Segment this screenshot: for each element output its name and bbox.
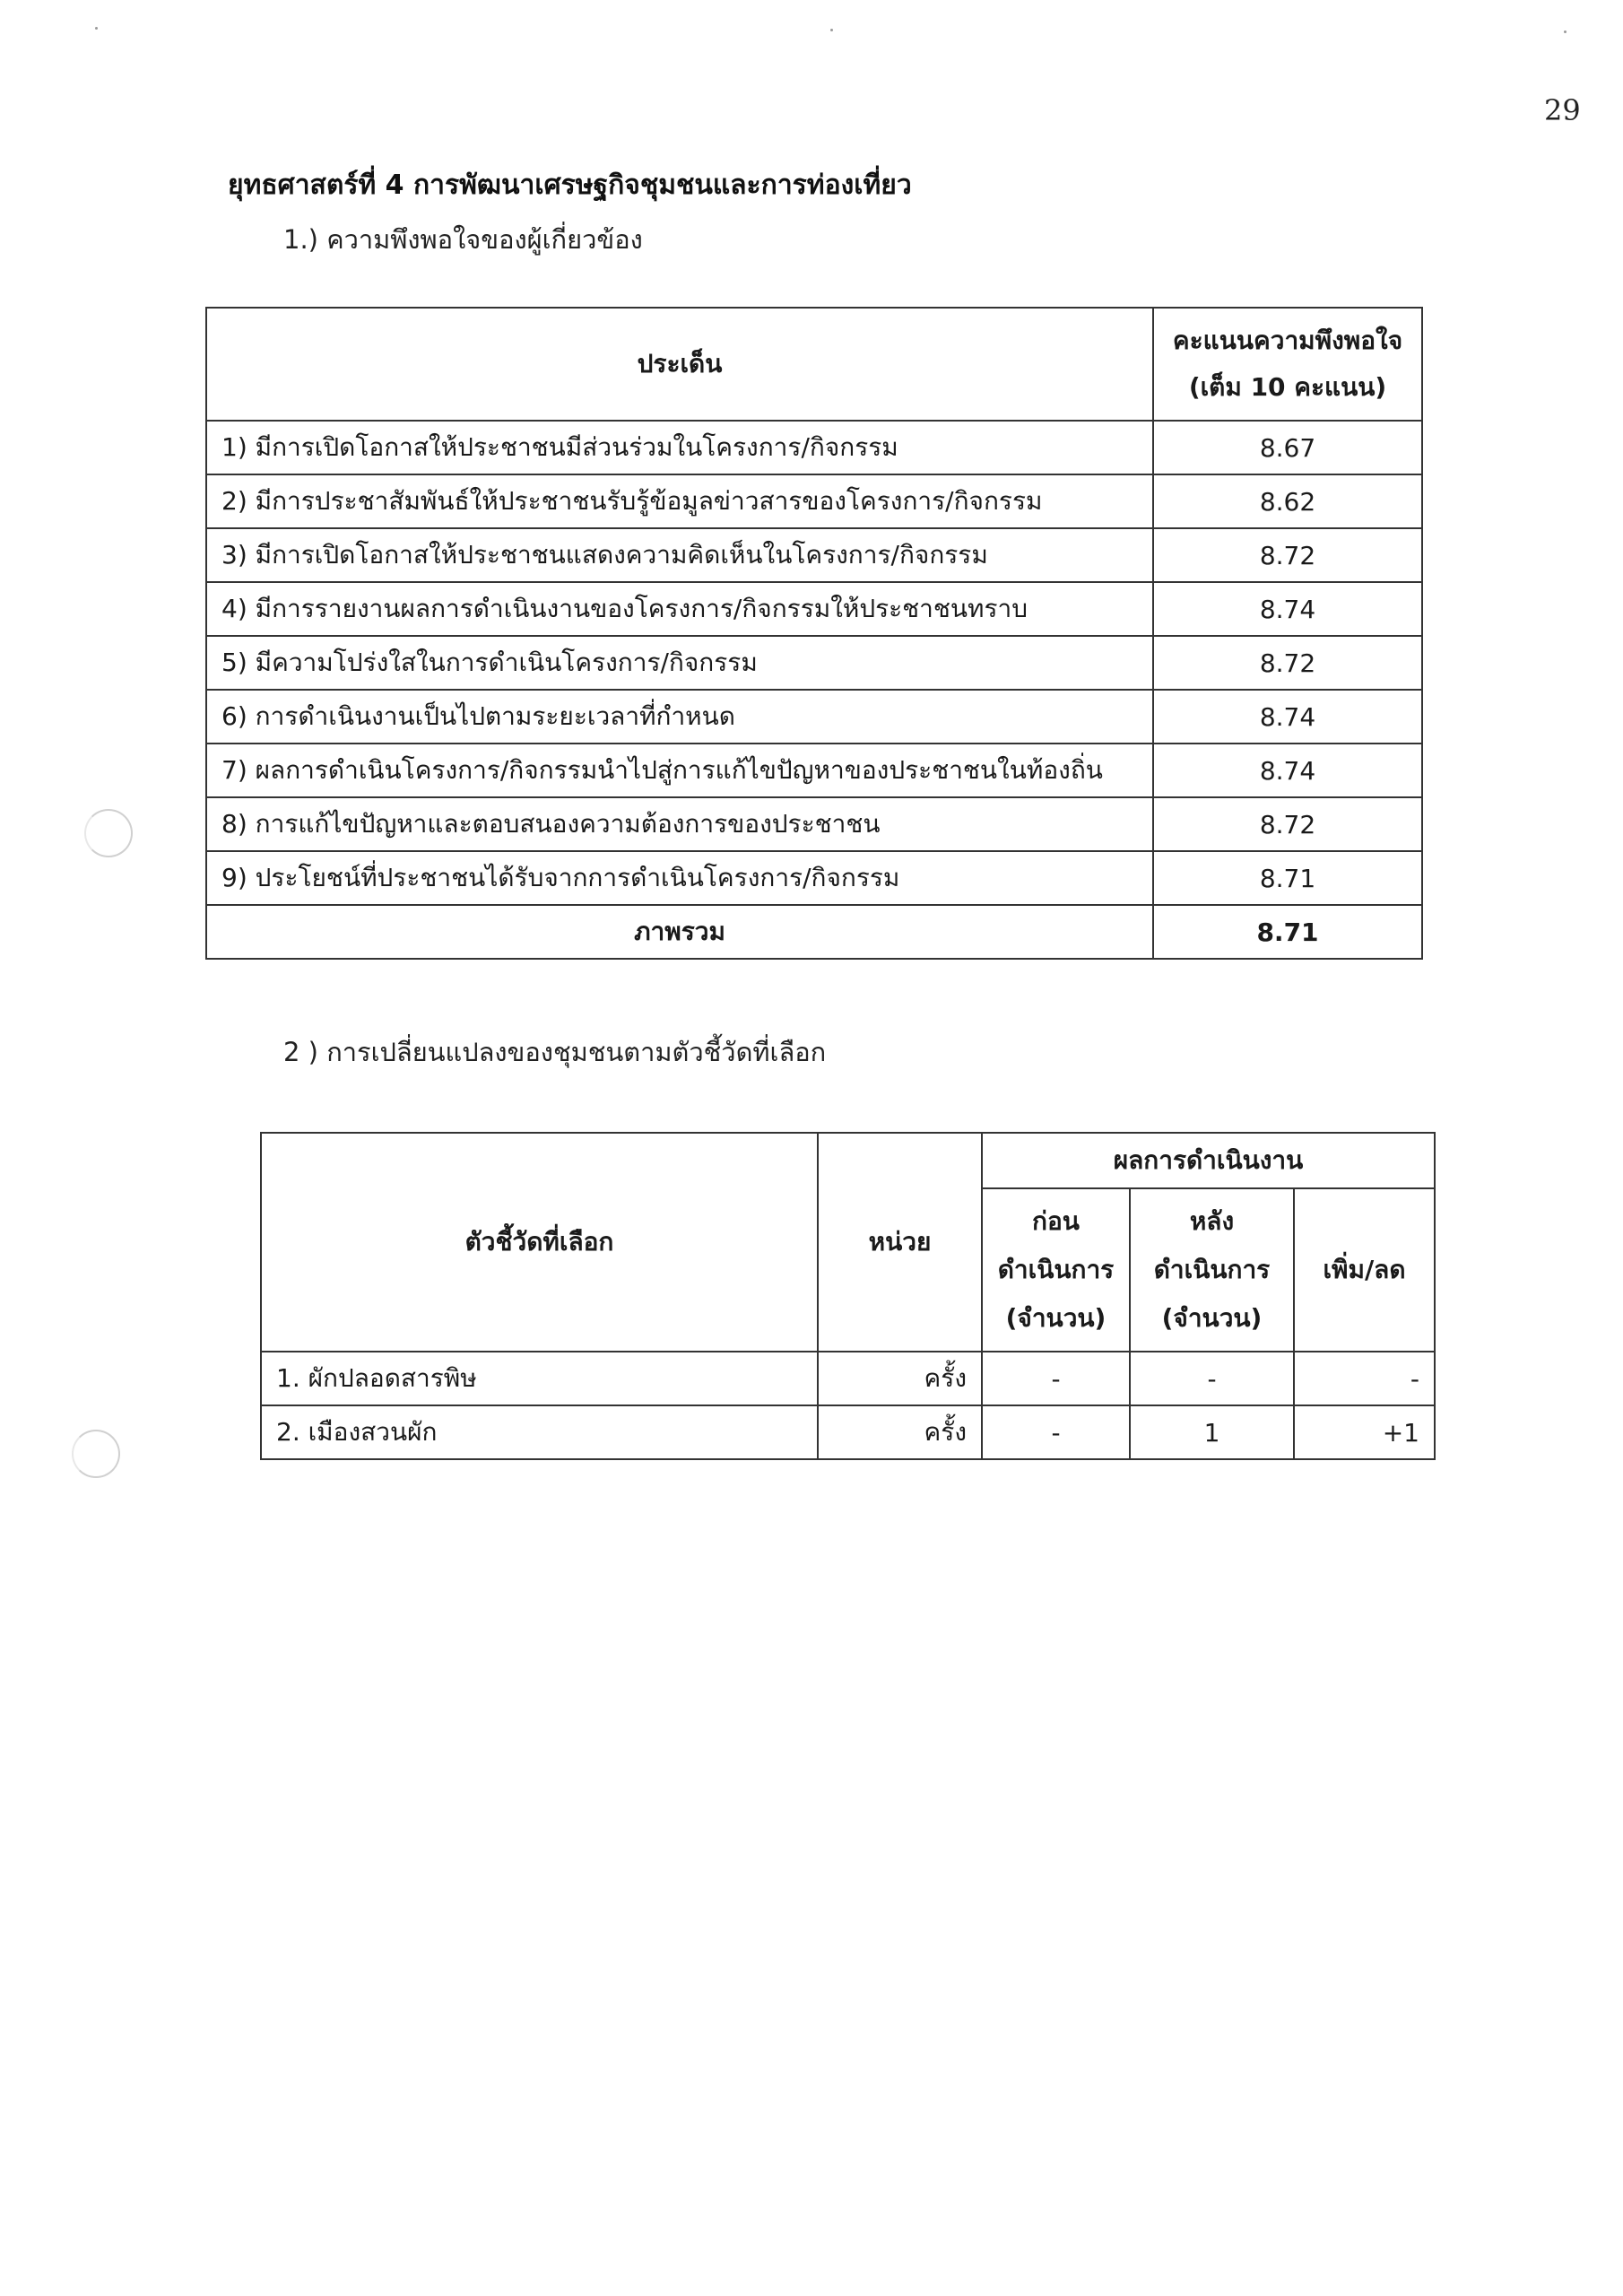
row-before: - xyxy=(982,1352,1130,1405)
table-row xyxy=(206,474,1422,528)
row-indicator: 1. ผักปลอดสารพิษ xyxy=(261,1352,818,1405)
row-item: 7) ผลการดำเนินโครงการ/กิจกรรมนำไปสู่การแก้ไขปัญหาของประชาชนในท้องถิ่น xyxy=(206,744,1153,797)
row-item: 6) การดำเนินงานเป็นไปตามระยะเวลาที่กำหนด xyxy=(206,690,1153,744)
satisfaction-table-header xyxy=(206,308,1422,421)
header-after-line2: ดำเนินการ xyxy=(1153,1255,1271,1284)
satisfaction-table xyxy=(205,307,1423,960)
header-unit: หน่วย xyxy=(818,1133,982,1352)
row-after: 1 xyxy=(1130,1405,1294,1459)
table-row xyxy=(206,421,1422,474)
header-before xyxy=(982,1188,1130,1352)
header-results: ผลการดำเนินงาน xyxy=(982,1133,1435,1188)
row-item: 9) ประโยชน์ที่ประชาชนได้รับจากการดำเนินโครงการ/กิจกรรม xyxy=(206,851,1153,905)
row-score: 8.72 xyxy=(1153,636,1422,690)
punch-hole xyxy=(72,1430,120,1478)
scan-speck xyxy=(95,27,98,30)
section1-title: 1.) ความพึงพอใจของผู้เกี่ยวข้อง xyxy=(283,224,643,255)
row-score: 8.71 xyxy=(1153,851,1422,905)
table-row xyxy=(206,851,1422,905)
header-score xyxy=(1153,308,1422,421)
row-score: 8.72 xyxy=(1153,797,1422,851)
section2-title: 2 ) การเปลี่ยนแปลงของชุมชนตามตัวชี้วัดที่เลือก xyxy=(283,1037,827,1067)
table-row xyxy=(206,797,1422,851)
row-item: 4) มีการรายงานผลการดำเนินงานของโครงการ/กิจกรรมให้ประชาชนทราบ xyxy=(206,582,1153,636)
header-indicator: ตัวชี้วัดที่เลือก xyxy=(261,1133,818,1352)
table-row xyxy=(206,690,1422,744)
header-topic: ประเด็น xyxy=(206,308,1153,421)
header-score-line1: คะแนนความพึงพอใจ xyxy=(1172,326,1403,355)
table-row xyxy=(261,1405,1435,1459)
row-score: 8.62 xyxy=(1153,474,1422,528)
table-row xyxy=(206,528,1422,582)
header-after-line1: หลัง xyxy=(1189,1206,1235,1236)
indicator-table-header xyxy=(261,1133,1435,1188)
row-score: 8.67 xyxy=(1153,421,1422,474)
row-item: 3) มีการเปิดโอกาสให้ประชาชนแสดงความคิดเห็นในโครงการ/กิจกรรม xyxy=(206,528,1153,582)
scan-speck xyxy=(1564,30,1567,33)
punch-hole xyxy=(84,809,133,857)
total-row xyxy=(206,905,1422,959)
row-item: 5) มีความโปร่งใสในการดำเนินโครงการ/กิจกรรม xyxy=(206,636,1153,690)
header-before-line3: (จำนวน) xyxy=(1005,1303,1107,1333)
header-score-line2: (เต็ม 10 คะแนน) xyxy=(1188,372,1387,402)
table-row xyxy=(206,744,1422,797)
page-number: 29 xyxy=(1544,93,1581,127)
row-change: +1 xyxy=(1294,1405,1435,1459)
header-after xyxy=(1130,1188,1294,1352)
total-label: ภาพรวม xyxy=(206,905,1153,959)
header-change: เพิ่ม/ลด xyxy=(1294,1188,1435,1352)
header-before-line2: ดำเนินการ xyxy=(997,1255,1115,1284)
row-score: 8.72 xyxy=(1153,528,1422,582)
row-before: - xyxy=(982,1405,1130,1459)
row-indicator: 2. เมืองสวนผัก xyxy=(261,1405,818,1459)
total-score: 8.71 xyxy=(1153,905,1422,959)
row-item: 2) มีการประชาสัมพันธ์ให้ประชาชนรับรู้ข้อมูลข่าวสารของโครงการ/กิจกรรม xyxy=(206,474,1153,528)
header-before-line1: ก่อน xyxy=(1032,1206,1080,1236)
row-unit: ครั้ง xyxy=(818,1405,982,1459)
row-score: 8.74 xyxy=(1153,582,1422,636)
row-item: 8) การแก้ไขปัญหาและตอบสนองความต้องการของประชาชน xyxy=(206,797,1153,851)
row-score: 8.74 xyxy=(1153,690,1422,744)
table-row xyxy=(261,1352,1435,1405)
table-row xyxy=(206,582,1422,636)
scan-speck xyxy=(830,29,833,31)
indicator-table xyxy=(260,1132,1436,1460)
table-row xyxy=(206,636,1422,690)
row-unit: ครั้ง xyxy=(818,1352,982,1405)
row-item: 1) มีการเปิดโอกาสให้ประชาชนมีส่วนร่วมในโครงการ/กิจกรรม xyxy=(206,421,1153,474)
row-score: 8.74 xyxy=(1153,744,1422,797)
strategy-heading: ยุทธศาสตร์ที่ 4 การพัฒนาเศรษฐกิจชุมชนและการท่องเที่ยว xyxy=(228,170,912,201)
row-after: - xyxy=(1130,1352,1294,1405)
row-change: - xyxy=(1294,1352,1435,1405)
header-after-line3: (จำนวน) xyxy=(1161,1303,1263,1333)
